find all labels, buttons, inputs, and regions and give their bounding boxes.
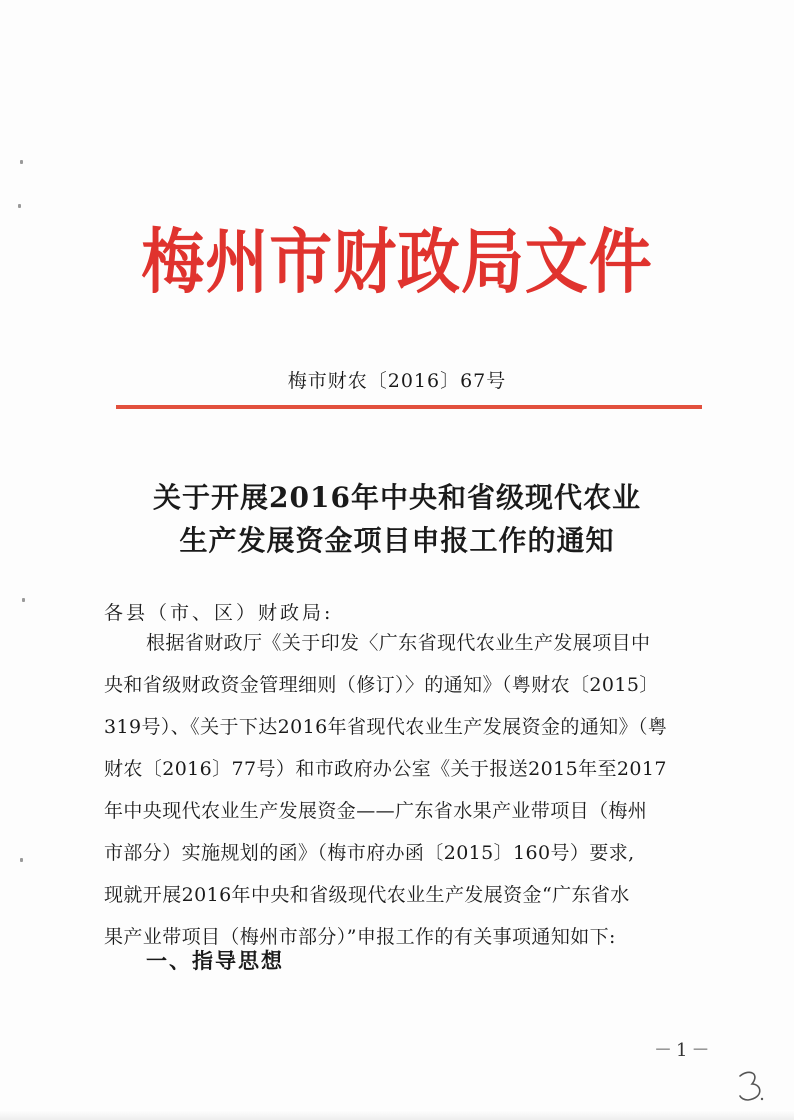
notice-title-line-1: 关于开展2016年中央和省级现代农业 — [153, 481, 641, 514]
body-text-line: 果产业带项目（梅州市部分）”申报工作的有关事项通知如下: — [104, 926, 616, 948]
header-red-rule — [116, 405, 702, 409]
agency-header-title: 梅州市财政局文件 — [141, 221, 653, 303]
body-text-line: 财农〔2016〕77号）和市政府办公室《关于报送2015年至2017 — [104, 758, 667, 780]
section-heading: 一、指导思想 — [146, 949, 284, 973]
body-text-line: 现就开展2016年中央和省级现代农业生产发展资金“广东省水 — [104, 884, 630, 906]
scan-speck — [20, 858, 23, 862]
body-text-line: 央和省级财政资金管理细则（修订）〉的通知》（粤财农〔2015〕 — [104, 674, 659, 696]
body-text-line: 市部分）实施规划的函》（梅市府办函〔2015〕160号）要求, — [104, 842, 635, 864]
notice-title-line-2: 生产发展资金项目申报工作的通知 — [179, 524, 615, 557]
handwritten-annotation-mark — [732, 1066, 772, 1106]
body-text-line: 年中央现代农业生产发展资金——广东省水果产业带项目（梅州 — [104, 800, 648, 822]
salutation: 各县（市、区）财政局: — [104, 602, 334, 624]
page-number: －1－ — [654, 1040, 714, 1061]
scan-speck — [18, 204, 21, 208]
scan-speck — [22, 598, 25, 602]
document-number: 梅市财农〔2016〕67号 — [287, 370, 507, 392]
scan-bottom-edge — [0, 1110, 794, 1120]
body-text-line: 319号）、《关于下达2016年省现代农业生产发展资金的通知》（粤 — [104, 716, 668, 738]
body-text-line: 根据省财政厅《关于印发〈广东省现代农业生产发展项目中 — [146, 632, 651, 654]
scan-speck — [20, 160, 23, 164]
